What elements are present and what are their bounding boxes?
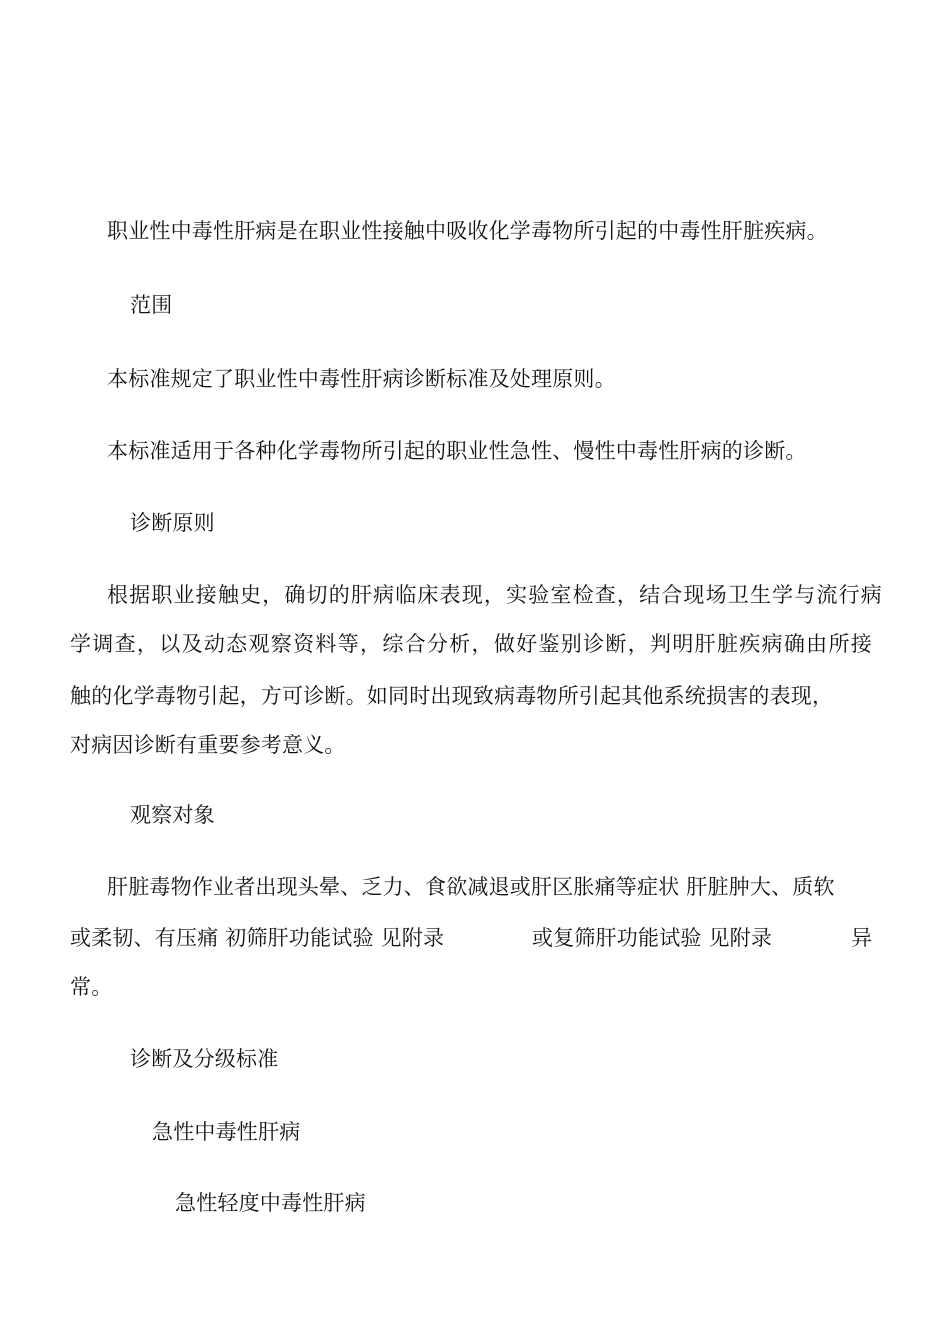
scope-paragraph-2: 本标准适用于各种化学毒物所引起的职业性急性、慢性中毒性肝病的诊断。 xyxy=(107,439,807,463)
observation-line-3: 常。 xyxy=(70,975,113,999)
grading-heading: 诊断及分级标准 xyxy=(130,1047,279,1071)
observation-line-2a: 或柔韧、有压痛 初筛肝功能试验 见附录 xyxy=(70,926,445,950)
diagnosis-principle-line-3: 触的化学毒物引起，方可诊断。如同时出现致病毒物所引起其他系统损害的表现， xyxy=(70,684,834,708)
diagnosis-principle-line-2: 学调查，以及动态观察资料等，综合分析，做好鉴别诊断，判明肝脏疾病确由所接 xyxy=(70,632,872,656)
observation-line-1: 肝脏毒物作业者出现头晕、乏力、食欲减退或肝区胀痛等症状 肝脏肿大、质软 xyxy=(107,875,835,899)
scope-heading: 范围 xyxy=(130,293,173,317)
acute-mild-heading: 急性轻度中毒性肝病 xyxy=(175,1191,366,1215)
scope-paragraph-1: 本标准规定了职业性中毒性肝病诊断标准及处理原则。 xyxy=(107,367,616,391)
definition-paragraph: 职业性中毒性肝病是在职业性接触中吸收化学毒物所引起的中毒性肝脏疾病。 xyxy=(107,219,828,243)
diagnosis-principle-line-4: 对病因诊断有重要参考意义。 xyxy=(70,733,346,757)
observation-line-2c: 异 xyxy=(851,926,873,950)
diagnosis-principle-line-1: 根据职业接触史，确切的肝病临床表现，实验室检查，结合现场卫生学与流行病 xyxy=(107,583,882,607)
observation-line-2b: 或复筛肝功能试验 见附录 xyxy=(532,926,773,950)
observation-heading: 观察对象 xyxy=(130,803,215,827)
acute-heading: 急性中毒性肝病 xyxy=(152,1120,301,1144)
diagnosis-principle-heading: 诊断原则 xyxy=(130,511,215,535)
